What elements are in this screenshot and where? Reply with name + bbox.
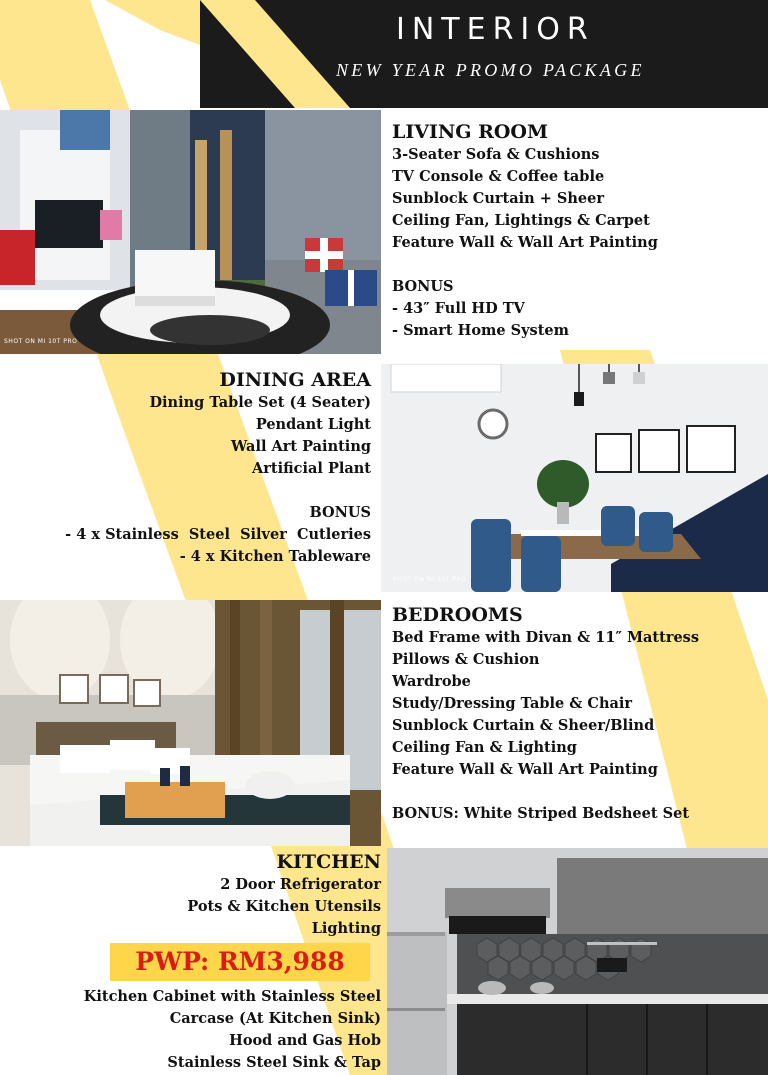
list-item: Hood and Gas Hob	[229, 1032, 381, 1049]
page-title: INTERIOR	[396, 12, 595, 47]
dining-area-photo	[381, 364, 768, 592]
list-item: Wall Art Painting	[231, 438, 371, 455]
list-item: Bed Frame with Divan & 11″ Mattress	[392, 629, 700, 646]
bonus-item: - 4 x Stainless Steel Silver Cutleries	[65, 526, 371, 543]
header-accent-stripe	[200, 0, 360, 108]
list-item: 2 Door Refrigerator	[220, 876, 381, 893]
bedroom-photo	[0, 600, 381, 846]
list-item: Sunblock Curtain & Sheer/Blind	[392, 717, 655, 734]
list-item: Pots & Kitchen Utensils	[187, 898, 381, 915]
list-item: Pillows & Cushion	[392, 651, 540, 668]
living-room-heading: LIVING ROOM	[392, 121, 549, 143]
kitchen-heading: KITCHEN	[276, 851, 381, 873]
bonus-line: BONUS: White Striped Bedsheet Set	[392, 805, 690, 822]
list-item: Ceiling Fan, Lightings & Carpet	[392, 212, 650, 229]
list-item: Study/Dressing Table & Chair	[392, 695, 633, 712]
list-item: Ceiling Fan & Lighting	[392, 739, 577, 756]
kitchen-photo	[387, 848, 768, 1075]
list-item: Sunblock Curtain + Sheer	[392, 190, 605, 207]
list-item: Dining Table Set (4 Seater)	[149, 394, 371, 411]
list-item: Feature Wall & Wall Art Painting	[392, 234, 658, 251]
list-item: Stainless Steel Sink & Tap	[167, 1054, 381, 1071]
bonus-item: - Smart Home System	[392, 322, 569, 339]
kitchen-pwp-list	[0, 986, 381, 1074]
bonus-heading: BONUS	[309, 504, 371, 521]
bonus-item: - 4 x Kitchen Tableware	[179, 548, 371, 565]
pwp-price-badge: PWP: RM3,988	[110, 943, 370, 981]
list-item: Pendant Light	[255, 416, 371, 433]
list-item: 3-Seater Sofa & Cushions	[392, 146, 600, 163]
bonus-heading: BONUS	[392, 278, 454, 295]
camera-watermark: SHOT ON MI 10T PRO	[4, 338, 78, 345]
bedrooms-heading: BEDROOMS	[392, 604, 523, 626]
list-item: Artificial Plant	[252, 460, 371, 477]
list-item: Lighting	[311, 920, 381, 937]
kitchen-section	[0, 850, 381, 940]
dining-area-heading: DINING AREA	[219, 369, 371, 391]
list-item: TV Console & Coffee table	[392, 168, 605, 185]
list-item: Wardrobe	[392, 673, 471, 690]
bedrooms-section	[392, 603, 768, 825]
camera-watermark: SHOT ON MI 10T PRO	[393, 576, 467, 583]
living-room-section	[392, 120, 768, 342]
list-item: Kitchen Cabinet with Stainless Steel	[83, 988, 381, 1005]
living-room-photo	[0, 110, 381, 354]
list-item: Carcase (At Kitchen Sink)	[169, 1010, 381, 1027]
dining-area-section	[0, 368, 371, 568]
list-item: Feature Wall & Wall Art Painting	[392, 761, 658, 778]
page-subtitle: NEW YEAR PROMO PACKAGE	[336, 60, 645, 80]
bonus-item: - 43″ Full HD TV	[392, 300, 525, 317]
